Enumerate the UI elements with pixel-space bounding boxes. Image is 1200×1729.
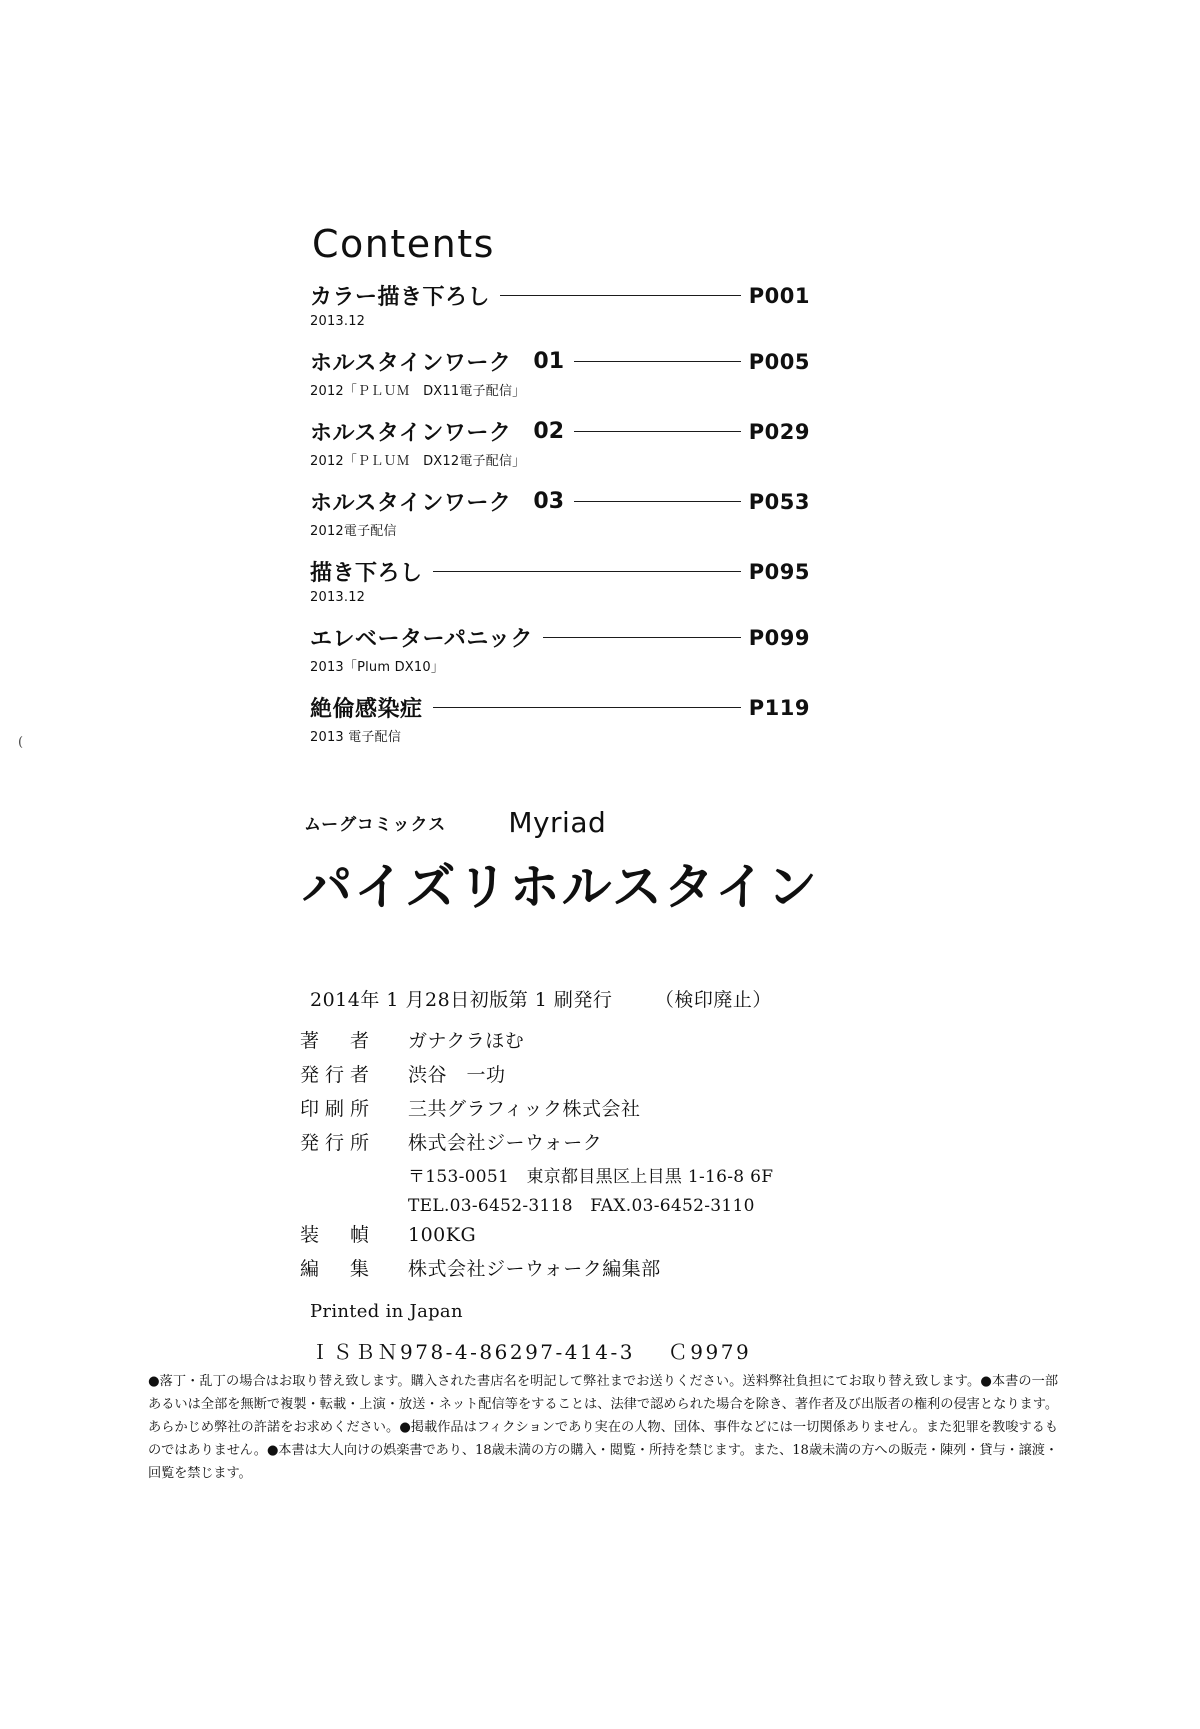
toc-page-number: P001 [748, 283, 810, 308]
credit-value: 三共グラフィック株式会社 [408, 1098, 641, 1120]
toc-title: 描き下ろし [310, 561, 423, 586]
credits-table [300, 1026, 920, 1281]
toc-entry [310, 280, 810, 311]
toc-page-number: P099 [748, 625, 810, 650]
table-of-contents [310, 280, 810, 745]
credit-value: 株式会社ジーウォーク編集部 [408, 1258, 661, 1280]
printed-in: Printed in Japan [310, 1301, 463, 1322]
publication-date-text: 2014年 1 月28日初版第 1 刷発行 [310, 989, 613, 1011]
toc-entry [310, 416, 810, 447]
contents-heading: Contents [312, 222, 495, 266]
toc-title: カラー描き下ろし [310, 285, 491, 310]
imprint-row [304, 806, 920, 839]
table-row [300, 1254, 920, 1281]
toc-subtitle: 2013.12 [310, 314, 366, 329]
list-item [310, 486, 810, 539]
toc-chapter-number: 02 [533, 419, 565, 444]
legal-notice [148, 1370, 1058, 1485]
toc-title: ホルスタインワーク [310, 351, 512, 376]
toc-title: エレベーターパニック [310, 627, 534, 652]
list-item [310, 280, 810, 329]
toc-page-number: P095 [748, 559, 810, 584]
credit-label: 発行者 [300, 1064, 376, 1086]
table-row [300, 1220, 920, 1247]
toc-leader-line [433, 571, 741, 572]
page-edge-mark: ( [18, 735, 24, 750]
table-row [300, 1060, 920, 1087]
toc-entry [310, 622, 810, 653]
legal-notice-text: ●落丁・乱丁の場合はお取り替え致します。購入された書店名を明記して弊社までお送りください。送料弊社負担にてお取り替え致します。●本書の一部あるいは全部を無断で複製・転載・上演・放送・ネット配信等をすることは、法律で認められた場合を除き、著作者及び出版者の権利の侵害となります。あらかじめ弊社の許諾をお求めください。●掲載作品はフィクションであり実在の人物、団体、事件などには一切関係ありません。また犯罪を教唆するものではありません。●本書は大人向けの娯楽書であり、18歳未満の方の購入・閲覧・所持を禁じます。また、18歳未満の方への販売・陳列・貸与・譲渡・回覧を禁じます。 [148, 1374, 1058, 1482]
toc-subtitle: 2013 電子配信 [310, 730, 402, 745]
toc-page-number: P005 [748, 349, 810, 374]
imprint-label: ムーグコミックス [304, 815, 447, 835]
toc-leader-line [574, 361, 741, 362]
table-row [300, 1128, 920, 1155]
toc-subtitle: 2013「Plum DX10」 [310, 660, 445, 675]
toc-subtitle: 2013.12 [310, 590, 366, 605]
credit-label: 装 幀 [300, 1224, 376, 1246]
imprint-series-name: Myriad [508, 806, 607, 839]
toc-entry [310, 486, 810, 517]
toc-leader-line [500, 295, 741, 296]
credit-label: 印刷所 [300, 1098, 376, 1120]
toc-leader-line [433, 707, 741, 708]
publisher-address: 〒153-0051 東京都目黒区上目黒 1-16-8 6F [408, 1167, 774, 1187]
list-item [310, 346, 810, 399]
isbn-c-code: Ｃ9979 [667, 1340, 752, 1364]
toc-subtitle: 2012電子配信 [310, 524, 397, 539]
toc-page-number: P029 [748, 419, 810, 444]
toc-entry [310, 346, 810, 377]
toc-leader-line [543, 637, 741, 638]
credit-value: 渋谷 一功 [408, 1064, 506, 1086]
toc-page-number: P119 [748, 695, 810, 720]
toc-title: ホルスタインワーク [310, 421, 512, 446]
kenin-notice: （検印廃止） [654, 989, 772, 1011]
toc-chapter-number: 03 [533, 489, 565, 514]
toc-entry [310, 692, 810, 723]
credit-label: 編 集 [300, 1258, 376, 1280]
credit-label: 著 者 [300, 1030, 376, 1052]
credit-value: 100KG [408, 1224, 477, 1246]
contents-section [310, 222, 810, 762]
table-row [300, 1026, 920, 1053]
toc-title: ホルスタインワーク [310, 491, 512, 516]
isbn-line [310, 1336, 920, 1365]
toc-leader-line [574, 431, 741, 432]
list-item [310, 556, 810, 605]
colophon-section [300, 806, 920, 1365]
credit-label: 発行所 [300, 1132, 376, 1154]
toc-chapter-number: 01 [533, 349, 565, 374]
list-item [310, 416, 810, 469]
list-item [310, 692, 810, 745]
toc-entry [310, 556, 810, 587]
toc-subtitle: 2012「ＰＬＵＭ DX12電子配信」 [310, 454, 526, 469]
publication-date [310, 985, 920, 1012]
toc-title: 絶倫感染症 [310, 697, 423, 722]
credit-value: ガナクラほむ [408, 1030, 525, 1052]
toc-leader-line [574, 501, 741, 502]
toc-page-number: P053 [748, 489, 810, 514]
isbn-number: ＩＳＢＮ978-4-86297-414-3 [310, 1340, 635, 1364]
table-row [300, 1094, 920, 1121]
toc-subtitle: 2012「ＰＬＵＭ DX11電子配信」 [310, 384, 526, 399]
page-title: パイズリホルスタイン [302, 858, 819, 916]
publisher-phone: TEL.03-6452-3118 FAX.03-6452-3110 [408, 1196, 755, 1216]
list-item [310, 622, 810, 675]
credit-value: 株式会社ジーウォーク [408, 1132, 603, 1154]
